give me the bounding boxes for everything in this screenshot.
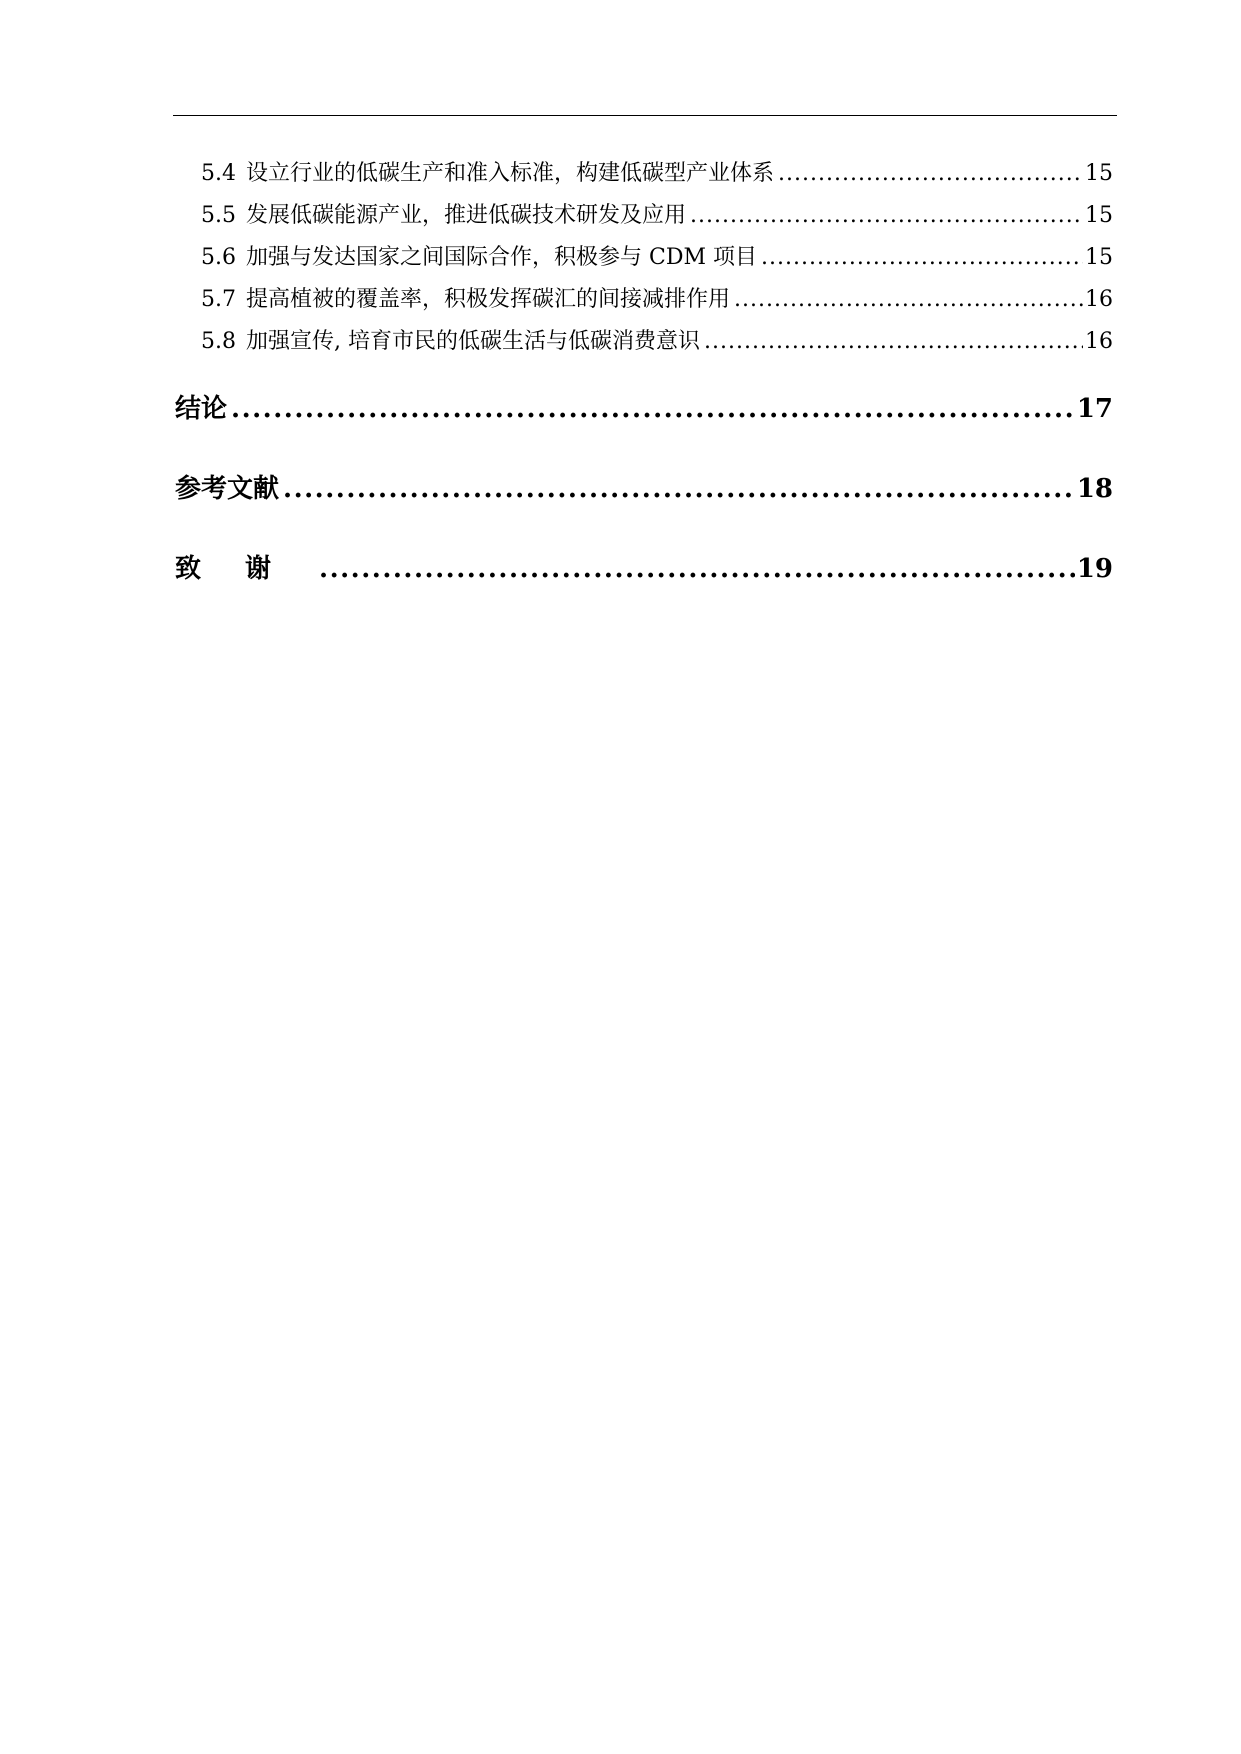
toc-entry-page: 15 bbox=[1085, 245, 1113, 270]
toc-entry-5-6[interactable] bbox=[201, 240, 1113, 270]
toc-dot-leader bbox=[319, 554, 1075, 584]
toc-entry-title: 参考文献 bbox=[175, 474, 280, 504]
toc-dot-leader bbox=[734, 287, 1083, 312]
toc-entry-5-4[interactable] bbox=[201, 156, 1113, 186]
toc-dot-leader bbox=[704, 329, 1083, 354]
toc-entry-conclusion[interactable] bbox=[175, 388, 1113, 424]
toc-entry-title: 加强宣传, 培育市民的低碳生活与低碳消费意识 bbox=[246, 329, 700, 354]
toc-entry-page: 16 bbox=[1085, 329, 1113, 354]
toc-entry-title: 结论 bbox=[175, 394, 228, 424]
toc-dot-leader bbox=[231, 394, 1075, 424]
toc-entry-page: 18 bbox=[1076, 474, 1113, 504]
toc-entry-number: 5.7 bbox=[201, 287, 236, 312]
toc-entry-number: 5.8 bbox=[201, 329, 236, 354]
toc-entry-title: 发展低碳能源产业，推进低碳技术研发及应用 bbox=[246, 203, 687, 228]
toc-entry-page: 17 bbox=[1076, 394, 1113, 424]
header-rule bbox=[173, 115, 1117, 116]
toc-entry-page: 15 bbox=[1085, 161, 1113, 186]
toc-entry-number: 5.6 bbox=[201, 245, 236, 270]
toc-entry-page: 19 bbox=[1076, 554, 1113, 584]
toc-entry-number: 5.5 bbox=[201, 203, 236, 228]
toc-entry-page: 15 bbox=[1085, 203, 1113, 228]
toc-dot-leader bbox=[283, 474, 1075, 504]
toc-entry-number: 5.4 bbox=[201, 161, 236, 186]
toc-dot-leader bbox=[690, 203, 1083, 228]
toc-entry-references[interactable] bbox=[175, 468, 1113, 504]
toc-entry-title: 加强与发达国家之间国际合作，积极参与 CDM 项目 bbox=[246, 245, 757, 270]
toc-entry-title: 设立行业的低碳生产和准入标准，构建低碳型产业体系 bbox=[246, 161, 775, 186]
toc-entry-5-8[interactable] bbox=[201, 324, 1113, 354]
toc-dot-leader bbox=[778, 161, 1083, 186]
toc-dot-leader bbox=[761, 245, 1083, 270]
toc-entry-page: 16 bbox=[1085, 287, 1113, 312]
toc-entry-title: 致谢 bbox=[175, 554, 316, 584]
toc-entry-5-7[interactable] bbox=[201, 282, 1113, 312]
toc-entry-acknowledgements[interactable] bbox=[175, 548, 1113, 584]
toc-entry-title: 提高植被的覆盖率，积极发挥碳汇的间接减排作用 bbox=[246, 287, 731, 312]
toc-entry-5-5[interactable] bbox=[201, 198, 1113, 228]
